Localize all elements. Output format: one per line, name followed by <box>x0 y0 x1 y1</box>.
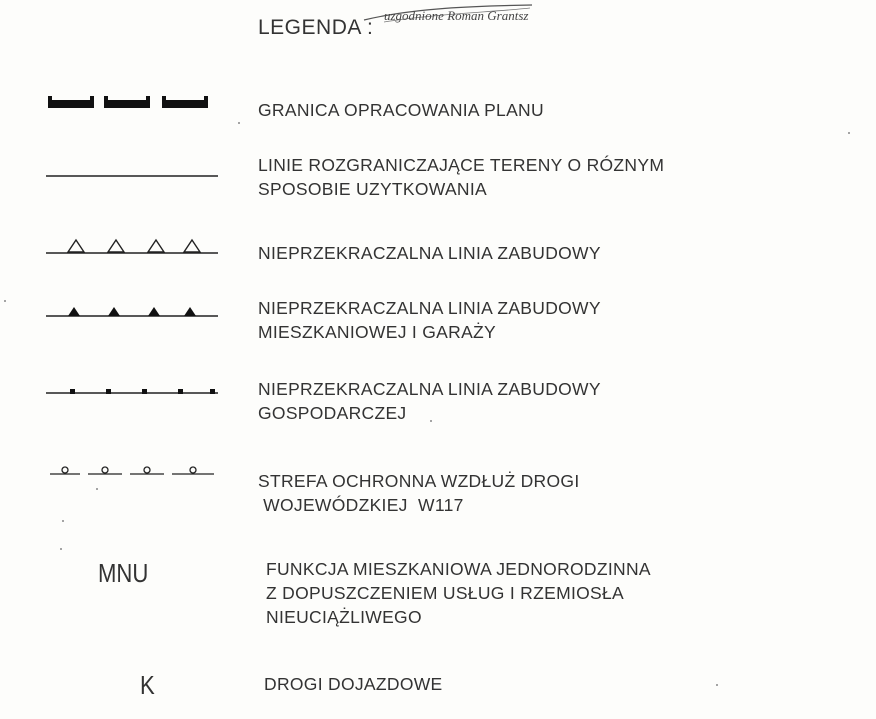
scan-speck <box>238 122 240 124</box>
circle-dash-line-icon <box>44 462 220 478</box>
scan-speck <box>4 300 6 302</box>
legend-code-k: K <box>140 670 155 700</box>
legend-desc-open-triangles: NIEPRZEKRACZALNA LINIA ZABUDOWY <box>258 243 601 263</box>
scan-speck <box>716 684 718 686</box>
solid-line-icon <box>44 170 220 180</box>
scan-speck <box>430 420 432 422</box>
scan-speck <box>96 488 98 490</box>
legend-desc-solid-line: LINIE ROZGRANICZAJĄCE TERENY O RÓZNYM SPOSOBIE UZYTKOWANIA <box>258 155 665 199</box>
stamp-text: uzgodnione Roman Grantsz <box>384 8 529 23</box>
filled-triangle-line-icon <box>44 300 220 320</box>
legend-desc-boundary: GRANICA OPRACOWANIA PLANU <box>258 100 544 120</box>
legend-title: LEGENDA : <box>258 16 374 39</box>
scan-speck <box>60 548 62 550</box>
legend-desc-mnu: FUNKCJA MIESZKANIOWA JEDNORODZINNA Z DOPUSZCZENIEM USŁUG I RZEMIOSŁA NIEUCIĄŻLIWEGO <box>266 559 651 627</box>
scan-speck <box>62 520 64 522</box>
open-triangle-line-icon <box>44 236 220 256</box>
legend-desc-squares: NIEPRZEKRACZALNA LINIA ZABUDOWY GOSPODARCZEJ <box>258 379 601 423</box>
legend-desc-filled-triangles: NIEPRZEKRACZALNA LINIA ZABUDOWY MIESZKANIOWEJ I GARAŻY <box>258 298 601 342</box>
legend-desc-circles: STREFA OCHRONNA WZDŁUŻ DROGI WOJEWÓDZKIEJ W117 <box>258 471 580 515</box>
legend-desc-k: DROGI DOJAZDOWE <box>264 674 443 694</box>
legend-code-mnu: MNU <box>98 558 149 588</box>
boundary-line-icon <box>44 90 214 112</box>
scan-speck <box>848 132 850 134</box>
square-dot-line-icon <box>44 382 220 398</box>
